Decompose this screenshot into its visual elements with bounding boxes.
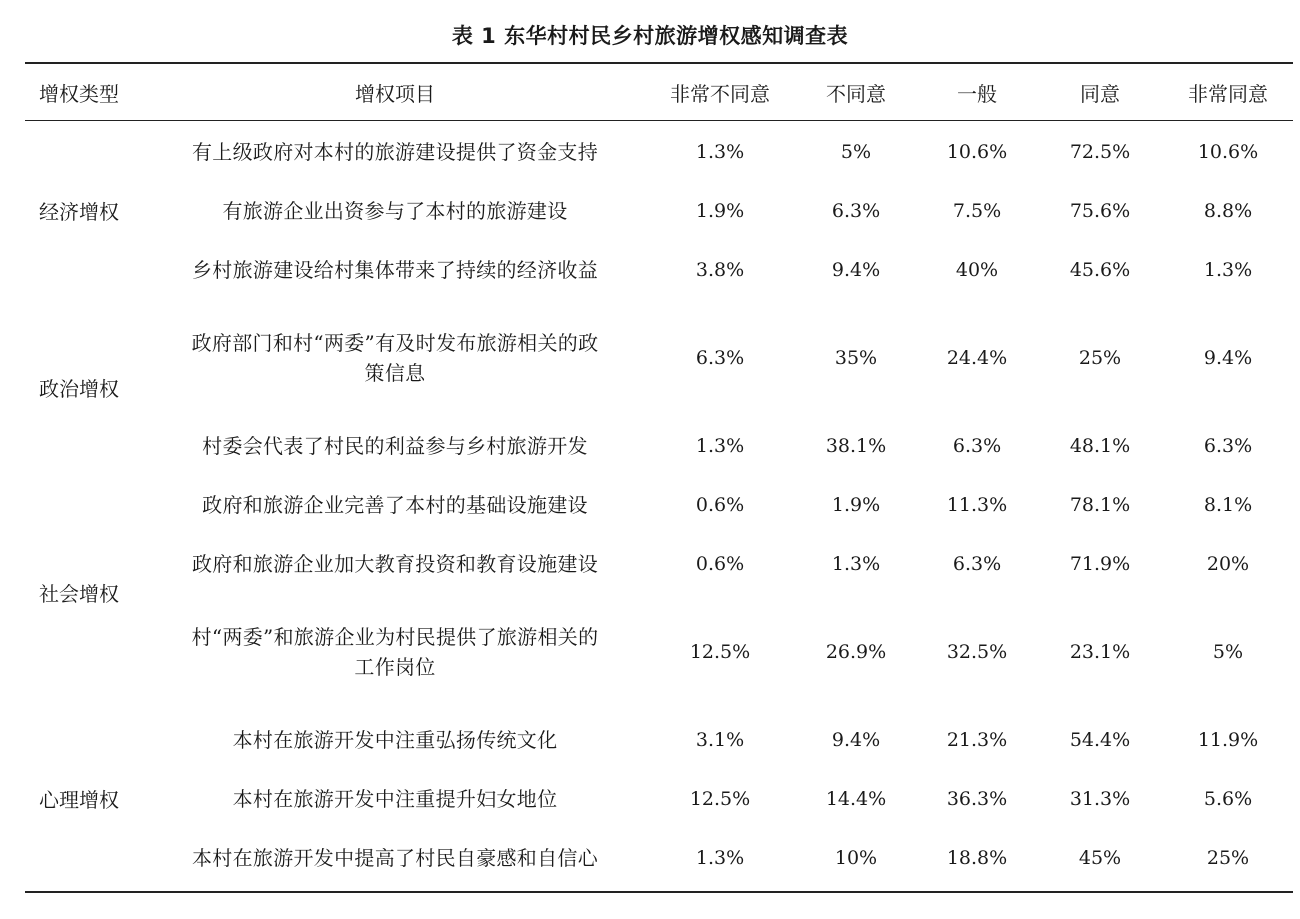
- value-cell: 72.5%: [1069, 140, 1131, 163]
- value-cell: 5%: [1212, 640, 1244, 663]
- value-cell: 11.3%: [946, 493, 1008, 516]
- value-cell: 3.8%: [695, 258, 745, 281]
- value-cell: 32.5%: [946, 640, 1008, 663]
- value-cell: 78.1%: [1069, 493, 1131, 516]
- value-cell: 5%: [840, 140, 872, 163]
- item-text-line: 策信息: [364, 360, 426, 385]
- header-type: 增权类型: [39, 81, 119, 106]
- item-text: 乡村旅游建设给村集体带来了持续的经济收益: [192, 257, 598, 282]
- header-neutral: 一般: [957, 81, 997, 106]
- item-text: 有上级政府对本村的旅游建设提供了资金支持: [192, 139, 598, 164]
- value-cell: 11.9%: [1197, 728, 1259, 751]
- value-cell: 12.5%: [689, 787, 751, 810]
- header-row: [25, 64, 1293, 120]
- table-row: [25, 710, 1293, 769]
- header-agree: 同意: [1080, 81, 1120, 106]
- value-cell: 1.3%: [695, 140, 745, 163]
- value-cell: 45%: [1078, 846, 1122, 869]
- value-cell: 10%: [834, 846, 878, 869]
- value-cell: 9.4%: [831, 258, 881, 281]
- table-row: [25, 593, 1293, 710]
- value-cell: 35%: [834, 346, 878, 369]
- item-text: 本村在旅游开发中提高了村民自豪感和自信心: [192, 845, 598, 870]
- value-cell: 25%: [1206, 846, 1250, 869]
- value-cell: 31.3%: [1069, 787, 1131, 810]
- item-text-line: 工作岗位: [354, 654, 436, 679]
- header-disagree: 不同意: [826, 81, 886, 106]
- value-cell: 26.9%: [825, 640, 887, 663]
- table-row: [25, 240, 1293, 299]
- value-cell: 14.4%: [825, 787, 887, 810]
- value-cell: 5.6%: [1203, 787, 1253, 810]
- value-cell: 6.3%: [952, 434, 1002, 457]
- value-cell: 0.6%: [695, 493, 745, 516]
- value-cell: 40%: [955, 258, 999, 281]
- table-row: [25, 475, 1293, 534]
- value-cell: 24.4%: [946, 346, 1008, 369]
- header-strongly-agree: 非常同意: [1188, 81, 1268, 106]
- value-cell: 25%: [1078, 346, 1122, 369]
- value-cell: 48.1%: [1069, 434, 1131, 457]
- value-cell: 8.8%: [1203, 199, 1253, 222]
- value-cell: 23.1%: [1069, 640, 1131, 663]
- item-text: 政府和旅游企业完善了本村的基础设施建设: [202, 492, 588, 517]
- value-cell: 1.3%: [831, 552, 881, 575]
- value-cell: 6.3%: [831, 199, 881, 222]
- table-row: [25, 534, 1293, 593]
- value-cell: 20%: [1206, 552, 1250, 575]
- value-cell: 6.3%: [952, 552, 1002, 575]
- value-cell: 8.1%: [1203, 493, 1253, 516]
- table-row: [25, 769, 1293, 828]
- header-item: 增权项目: [355, 81, 435, 106]
- bottom-rule: [25, 891, 1293, 893]
- value-cell: 7.5%: [952, 199, 1002, 222]
- header-strongly-disagree: 非常不同意: [670, 81, 770, 106]
- item-text: 有旅游企业出资参与了本村的旅游建设: [222, 198, 568, 223]
- value-cell: 18.8%: [946, 846, 1008, 869]
- item-text: 村委会代表了村民的利益参与乡村旅游开发: [202, 433, 588, 458]
- value-cell: 6.3%: [1203, 434, 1253, 457]
- item-text: 本村在旅游开发中注重提升妇女地位: [232, 786, 558, 811]
- item-text-line: 政府部门和村“两委”有及时发布旅游相关的政: [191, 330, 599, 355]
- value-cell: 1.3%: [695, 846, 745, 869]
- value-cell: 3.1%: [695, 728, 745, 751]
- item-text: [145, 593, 645, 710]
- table-row: [25, 299, 1293, 416]
- value-cell: 45.6%: [1069, 258, 1131, 281]
- item-text: [145, 299, 645, 416]
- value-cell: 1.9%: [695, 199, 745, 222]
- value-cell: 71.9%: [1069, 552, 1131, 575]
- table-row: [25, 416, 1293, 475]
- value-cell: 38.1%: [825, 434, 887, 457]
- value-cell: 12.5%: [689, 640, 751, 663]
- value-cell: 0.6%: [695, 552, 745, 575]
- table-row: [25, 122, 1293, 181]
- table-row: [25, 181, 1293, 240]
- item-text: 政府和旅游企业加大教育投资和教育设施建设: [192, 551, 598, 576]
- survey-table: [25, 64, 1293, 887]
- value-cell: 9.4%: [1203, 346, 1253, 369]
- table-caption: 表 1 东华村村民乡村旅游增权感知调查表: [451, 24, 849, 48]
- group-type-psychological: 心理增权: [39, 788, 119, 812]
- item-text-line: 村“两委”和旅游企业为村民提供了旅游相关的: [191, 624, 599, 649]
- value-cell: 10.6%: [946, 140, 1008, 163]
- value-cell: 9.4%: [831, 728, 881, 751]
- item-text: 本村在旅游开发中注重弘扬传统文化: [232, 727, 558, 752]
- value-cell: 10.6%: [1197, 140, 1259, 163]
- value-cell: 6.3%: [695, 346, 745, 369]
- group-type-political: 政治增权: [39, 376, 119, 401]
- value-cell: 21.3%: [946, 728, 1008, 751]
- value-cell: 1.3%: [695, 434, 745, 457]
- group-type-economic: 经济增权: [39, 200, 119, 224]
- value-cell: 1.9%: [831, 493, 881, 516]
- value-cell: 75.6%: [1069, 199, 1131, 222]
- table-row: [25, 828, 1293, 887]
- group-type-social: 社会增权: [39, 582, 119, 606]
- value-cell: 36.3%: [946, 787, 1008, 810]
- value-cell: 1.3%: [1203, 258, 1253, 281]
- value-cell: 54.4%: [1069, 728, 1131, 751]
